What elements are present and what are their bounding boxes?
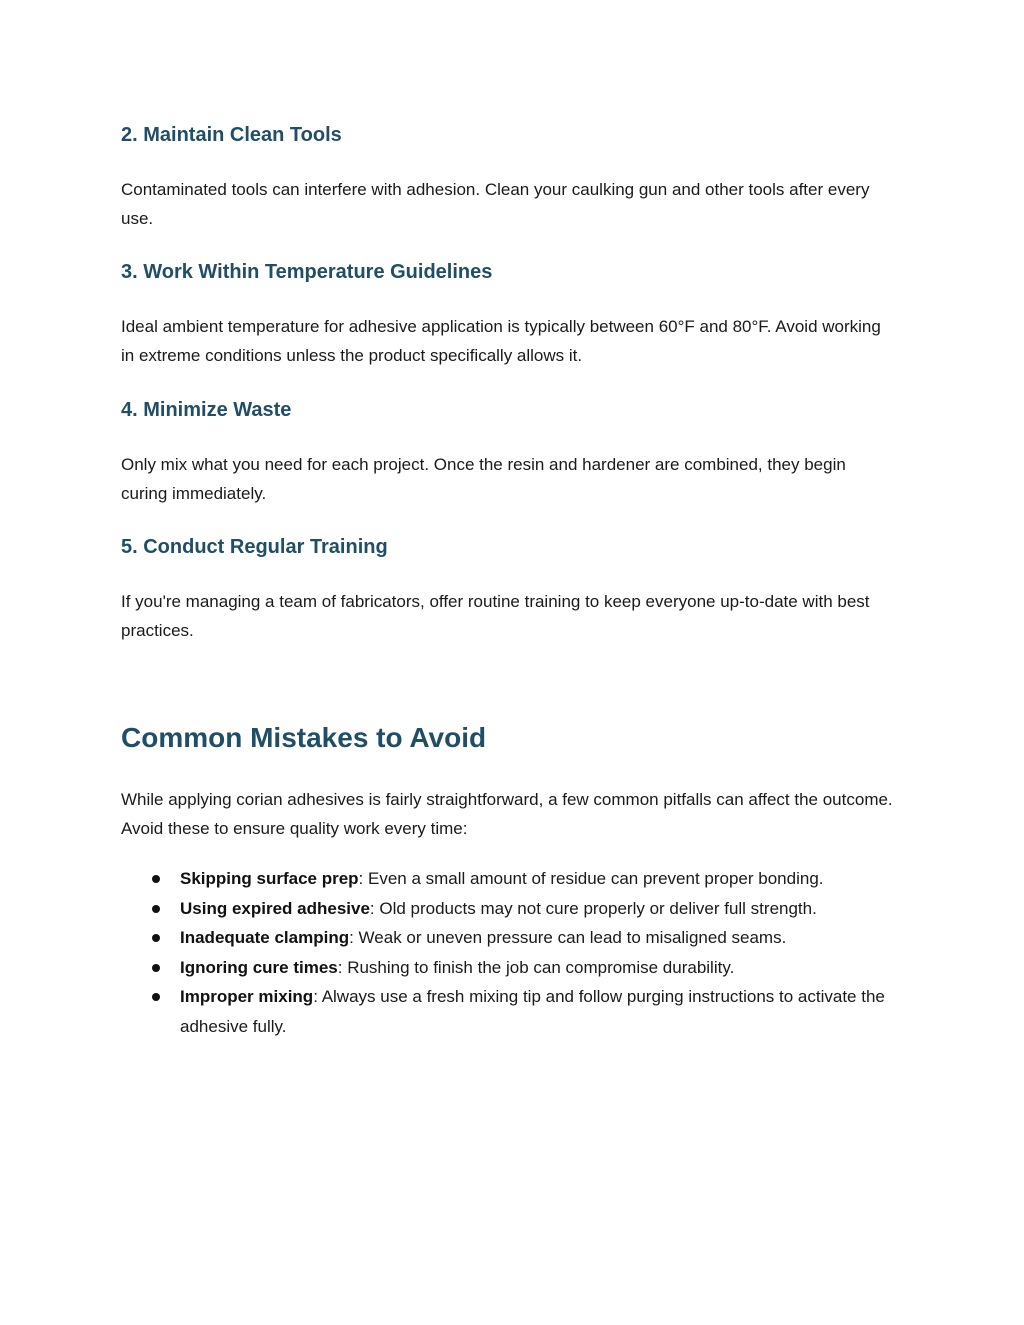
mistakes-intro: While applying corian adhesives is fairly straightforward, a few common pitfalls can affect the outcome. Avoid these to ensure quality work every time: [121, 790, 893, 838]
mistake-text: : Old products may not cure properly or deliver full strength. [369, 898, 817, 918]
bullet-icon [152, 934, 160, 942]
section-body-training: If you're managing a team of fabricators, offer routine training to keep everyone up-to-date with best practices. [121, 592, 870, 640]
section-heading-training: 5. Conduct Regular Training [121, 536, 388, 558]
mistake-term: Skipping surface prep [180, 869, 359, 888]
mistakes-list [121, 864, 901, 1041]
bullet-icon [152, 875, 160, 883]
list-item [121, 953, 901, 983]
mistake-text: : Even a small amount of residue can prevent proper bonding. [358, 869, 824, 888]
section-heading-clean-tools: 2. Maintain Clean Tools [121, 124, 342, 146]
mistake-term: Inadequate clamping [180, 928, 350, 947]
list-item [121, 923, 901, 953]
section-body-clean-tools: Contaminated tools can interfere with adhesion. Clean your caulking gun and other tools after every use. [121, 180, 870, 228]
mistakes-title: Common Mistakes to Avoid [121, 722, 487, 753]
bullet-icon [152, 964, 160, 972]
mistake-text: : Always use a fresh mixing tip and follow purging instructions to activate the adhesive fully. [180, 987, 885, 1036]
bullet-icon [152, 993, 160, 1001]
list-item [121, 982, 901, 1041]
mistake-text: : Rushing to finish the job can compromise durability. [337, 957, 735, 977]
list-item [121, 894, 901, 924]
mistake-term: Using expired adhesive [180, 898, 370, 918]
section-body-temperature: Ideal ambient temperature for adhesive application is typically between 60°F and 80°F. Avoid working in extreme conditions unless the product specifically allows it. [121, 317, 881, 365]
list-item [121, 864, 901, 894]
mistake-text: : Weak or uneven pressure can lead to misaligned seams. [349, 928, 787, 947]
section-heading-minimize-waste: 4. Minimize Waste [121, 399, 292, 421]
section-heading-temperature: 3. Work Within Temperature Guidelines [121, 261, 493, 283]
mistake-term: Ignoring cure times [180, 957, 338, 977]
mistake-term: Improper mixing [180, 987, 314, 1006]
section-body-minimize-waste: Only mix what you need for each project. Once the resin and hardener are combined, they begin curing immediately. [121, 455, 846, 503]
bullet-icon [152, 905, 160, 913]
